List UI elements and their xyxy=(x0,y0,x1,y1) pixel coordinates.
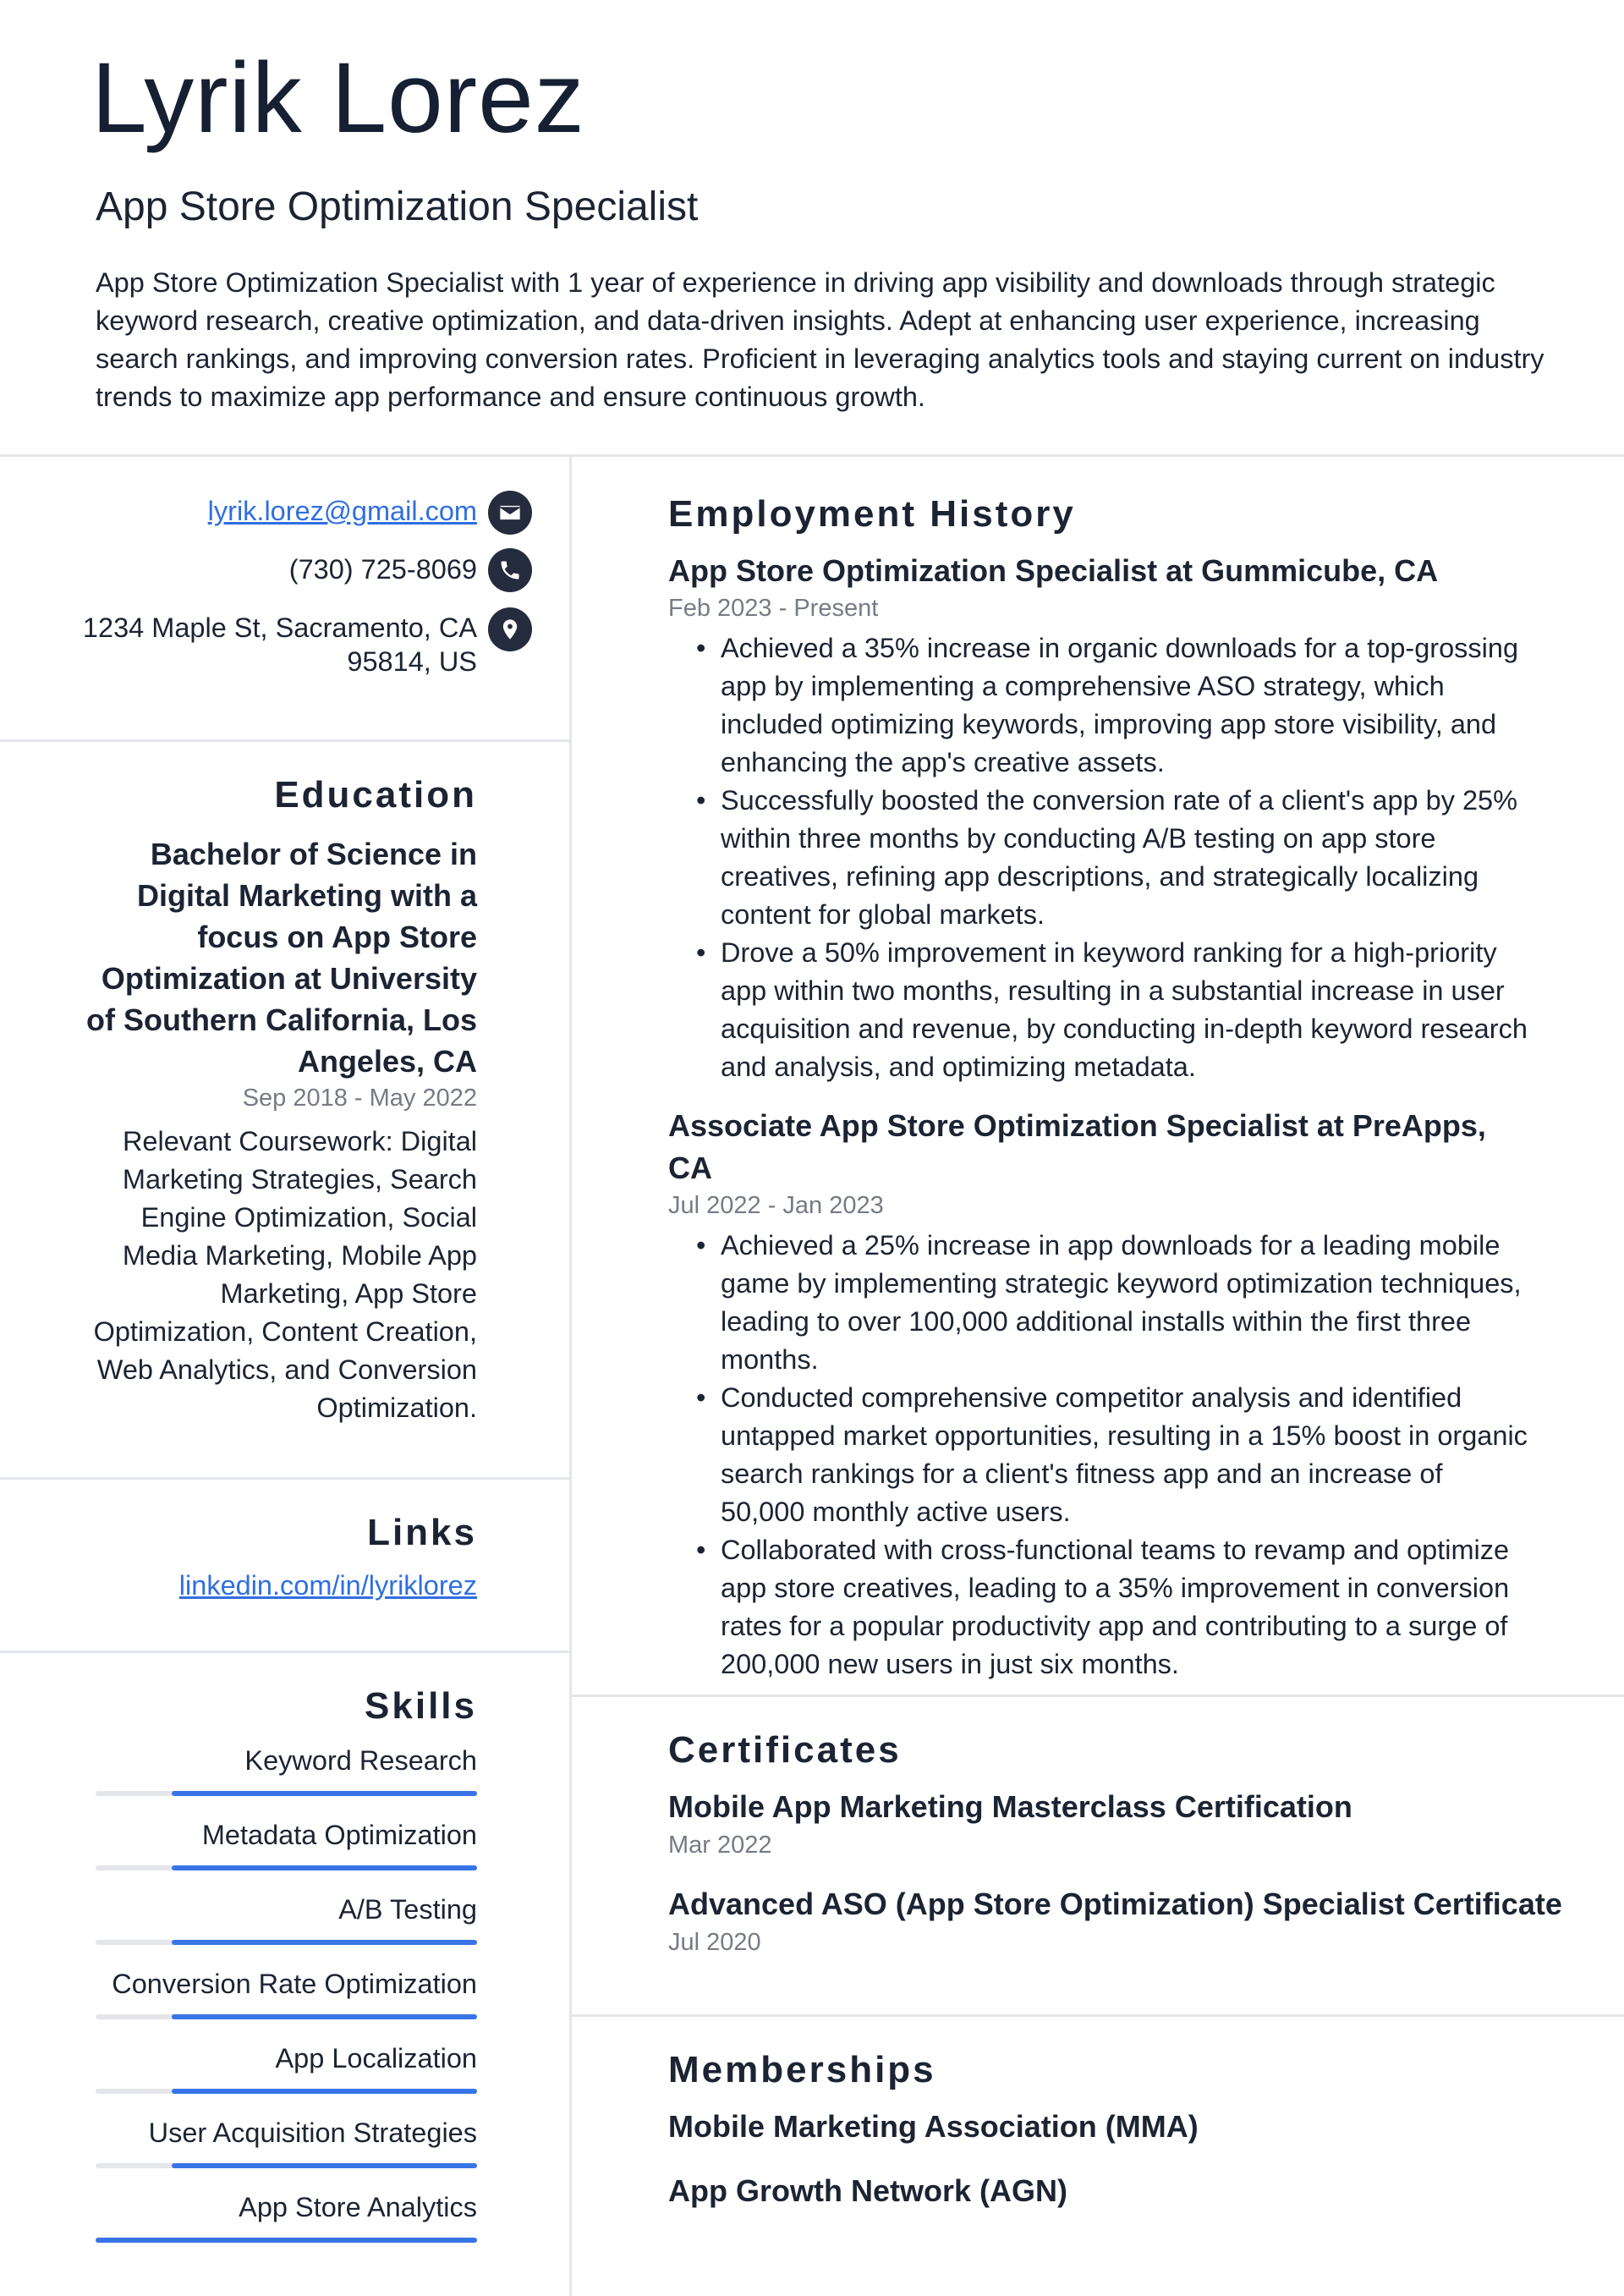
memberships-heading: Memberships xyxy=(668,2049,936,2090)
linkedin-link[interactable]: linkedin.com/in/lyriklorez xyxy=(178,1570,477,1601)
education-dates: Sep 2018 - May 2022 xyxy=(242,1085,477,1112)
profile-summary: App Store Optimization Specialist with 1 year of experience in driving app visibility and downloads through strategic keyword research, creative optimization, and data-driven insights. Adept at enhancing user experience, increasing search rankings, and improving conversion rates. Proficient in leveraging analytics tools and staying current on industry trends to maximize app performance and ensure continuous growth. xyxy=(96,267,1544,412)
job-dates: Jul 2022 - Jan 2023 xyxy=(668,1192,884,1219)
contact-address-row xyxy=(83,611,477,678)
skill-level-fill xyxy=(172,2163,477,2168)
certificate-date: Mar 2022 xyxy=(668,1832,772,1859)
candidate-title: App Store Optimization Specialist xyxy=(96,184,699,229)
job-bullet: • Successfully boosted the conversion rate of a client's app by 25% within three months by conducting A/B testing on app store creatives, refining app descriptions, and strategically localizing content for global markets. xyxy=(668,782,1531,934)
job-bullet: • Drove a 50% improvement in keyword ranking for a high-priority app within two months, resulting in a substantial increase in user acquisition and revenue, by conducting in-depth keyword research and analysis, and optimizing metadata. xyxy=(668,934,1531,1086)
links-heading: Links xyxy=(367,1512,477,1553)
skill-level-bar xyxy=(96,1865,477,1870)
skill-name: App Localization xyxy=(275,2043,477,2074)
education-degree: Bachelor of Science in Digital Marketing with a focus on App Store Optimization at University of Southern California, Los Angeles, CA xyxy=(85,837,477,1079)
skill-level-bar xyxy=(96,1940,477,1945)
education-coursework: Relevant Coursework: Digital Marketing Strategies, Search Engine Optimization, Social Media Marketing, Mobile App Marketing, App Store Optimization, Content Creation, Web Analytics, and Conversion Optimization. xyxy=(93,1126,477,1423)
job-bullet: • Collaborated with cross-functional teams to revamp and optimize app store creatives, leading to a 35% improvement in conversion rates for a popular productivity app and contributing to a surge of 200,000 new users in just six months. xyxy=(668,1531,1531,1684)
envelope-icon xyxy=(488,491,532,535)
job-bullets xyxy=(668,1227,1531,1684)
membership-item: App Growth Network (AGN) xyxy=(668,2173,1067,2208)
skill-level-bar xyxy=(96,1791,477,1796)
skill-level-bar xyxy=(96,2089,477,2094)
skill-level-fill xyxy=(172,2089,477,2094)
column-divider xyxy=(569,457,572,2296)
certificate-entry xyxy=(668,1786,1352,1862)
certificate-date: Jul 2020 xyxy=(668,1929,761,1956)
skill-level-fill xyxy=(172,2014,477,2019)
job-dates: Feb 2023 - Present xyxy=(668,595,879,622)
phone-number: (730) 725-8069 xyxy=(288,554,477,585)
certificates-heading: Certificates xyxy=(668,1729,902,1771)
job-bullet: • Achieved a 35% increase in organic downloads for a top-grossing app by implementing a comprehensive ASO strategy, which included optimizing keywords, improving app store visibility, and enhancing the app's creative assets. xyxy=(668,629,1531,782)
skill-level-bar xyxy=(96,2163,477,2168)
certificate-title: Mobile App Marketing Masterclass Certification xyxy=(668,1789,1352,1824)
address-line-1: 1234 Maple St, Sacramento, CA xyxy=(82,612,477,643)
job-title: Associate App Store Optimization Specialist at PreApps, CA xyxy=(668,1108,1486,1185)
skill-name: Keyword Research xyxy=(244,1745,477,1776)
membership-item: Mobile Marketing Association (MMA) xyxy=(668,2109,1199,2144)
job-bullet: • Achieved a 25% increase in app downloads for a leading mobile game by implementing strategic keyword optimization techniques, leading to over 100,000 additional installs within the first three months. xyxy=(668,1227,1531,1379)
location-pin-icon xyxy=(488,607,532,651)
certificate-entry xyxy=(668,1883,1562,1959)
skill-name: Conversion Rate Optimization xyxy=(112,1969,477,1999)
skill-level-fill xyxy=(172,1940,477,1945)
skill-level-bar xyxy=(96,2014,477,2019)
resume-header xyxy=(0,0,1624,457)
education-heading: Education xyxy=(274,774,477,816)
phone-icon xyxy=(488,548,532,592)
address-line-2: 95814, US xyxy=(347,646,477,677)
left-section-divider xyxy=(0,1651,569,1653)
skill-level-fill xyxy=(172,1865,477,1870)
skill-name: User Acquisition Strategies xyxy=(148,2117,477,2148)
skill-level-bar xyxy=(96,2238,477,2243)
candidate-name: Lyrik Lorez xyxy=(91,42,585,154)
skills-heading: Skills xyxy=(365,1685,477,1727)
right-section-divider xyxy=(572,2014,1624,2017)
job-title: App Store Optimization Specialist at Gummicube, CA xyxy=(668,553,1439,588)
skill-name: Metadata Optimization xyxy=(201,1820,477,1850)
job-bullet: • Conducted comprehensive competitor analysis and identified untapped market opportunities, resulting in a 15% boost in organic search rankings for a client's fitness app and an increase of 50,000 monthly active users. xyxy=(668,1379,1531,1531)
job-entry xyxy=(668,550,1531,1086)
contact-phone-row xyxy=(289,552,477,586)
contact-email-row xyxy=(208,494,477,528)
left-section-divider xyxy=(0,1477,569,1480)
skill-level-fill xyxy=(96,2238,477,2243)
skill-level-fill xyxy=(172,1791,477,1796)
right-section-divider xyxy=(572,1695,1624,1697)
job-entry xyxy=(668,1105,1531,1684)
employment-heading: Employment History xyxy=(668,493,1076,535)
certificate-title: Advanced ASO (App Store Optimization) Specialist Certificate xyxy=(668,1887,1562,1921)
skill-name: A/B Testing xyxy=(338,1894,477,1925)
skill-name: App Store Analytics xyxy=(239,2192,477,2222)
left-section-divider xyxy=(0,739,569,742)
job-bullets xyxy=(668,629,1531,1086)
email-link[interactable]: lyrik.lorez@gmail.com xyxy=(207,496,477,526)
